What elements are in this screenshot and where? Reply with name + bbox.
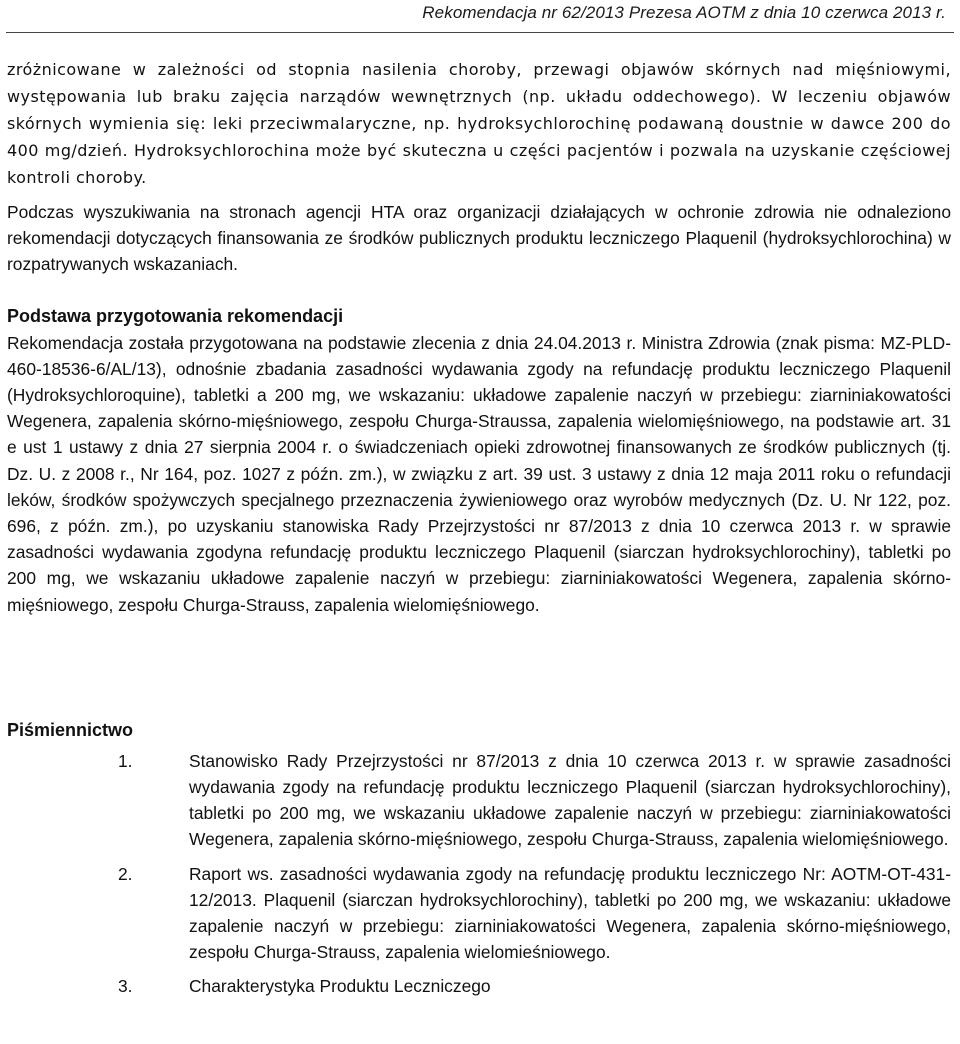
header-rule [6,32,954,33]
bibliography-item-text: Raport ws. zasadności wydawania zgody na refundację produktu leczniczego Nr: AOTM-OT-431-12/2013. Plaquenil (siarczan hydroksychlorochiny), tabletki po 200 mg, we wskazaniu: układowe zapalenie naczyń w przebiegu: ziarniniakowatości Wegenera, zapalenia skórno-mięśniowego, zespołu Churga-Strauss, zapalenia wielomieśniowego. [189,863,951,963]
bibliography-item-text: Charakterystyka Produktu Leczniczego [189,976,491,997]
bibliography-item [7,748,951,853]
bibliography-item [7,861,951,966]
bibliography-heading: Piśmiennictwo [7,719,134,740]
hta-search-paragraph: Podczas wyszukiwania na stronach agencji HTA oraz organizacji działających w ochronie zdrowia nie odnaleziono rekomendacji dotyczących finansowania ze środków publicznych produktu leczniczego Plaquenil (hydroksychlorochina) w rozpatrywanych wskazaniach. [7,202,951,275]
basis-section-heading: Podstawa przygotowania rekomendacji [7,305,344,326]
bibliography-item-number: 3. [118,976,133,997]
document-body [7,56,951,1008]
bibliography-item-text: Stanowisko Rady Przejrzystości nr 87/2013 z dnia 10 czerwca 2013 r. w sprawie zasadności wydawania zgody na refundację produktu leczniczego Plaquenil (siarczan hydroksychlorochiny), tabletki po 200 mg, we wskazaniu układowe zapalenie naczyń w przebiegu: ziarniniakowatości Wegenera, zapalenia skórno-mięśniowego, zespołu Churga-Strauss, zapalenia wielomięśniowego. [189,750,951,850]
bibliography-list [7,748,951,1000]
intro-paragraph: zróżnicowane w zależności od stopnia nasilenia choroby, przewagi objawów skórnych nad mięśniowymi, występowania lub braku zajęcia narządów wewnętrznych (np. układu oddechowego). W leczeniu objawów skórnych wymienia się: leki przeciwmalaryczne, np. hydroksychlorochinę podawaną doustnie w dawce 200 do 400 mg/dzień. Hydroksychlorochina może być skuteczna u części pacjentów i pozwala na uzyskanie częściowej kontroli choroby. [7,60,951,187]
bibliography-item-number: 2. [118,863,133,884]
bibliography-item-number: 1. [118,750,133,771]
bibliography-item [7,973,951,999]
basis-section-paragraph: Rekomendacja została przygotowana na podstawie zlecenia z dnia 24.04.2013 r. Ministra Zdrowia (znak pisma: MZ-PLD-460-18536-6/AL/13), odnośnie zbadania zasadności wydawania zgody na refundację produktu leczniczego Plaquenil (Hydroksychloroquine), tabletki a 200 mg, we wskazaniu: układowe zapalenie naczyń w przebiegu: ziarniniakowatości Wegenera, zapalenia skórno-mięśniowego, zespołu Churga-Straussa, zapalenia wielomięśniowego, na podstawie art. 31 e ust 1 ustawy z dnia 27 sierpnia 2004 r. o świadczeniach opieki zdrowotnej finansowanych ze środków publicznych (tj. Dz. U. z 2008 r., Nr 164, poz. 1027 z późn. zm.), w związku z art. 39 ust. 3 ustawy z dnia 12 maja 2011 roku o refundacji leków, środków spożywczych specjalnego przeznaczenia żywieniowego oraz wyrobów medycznych (Dz. U. Nr 122, poz. 696, z późn. zm.), po uzyskaniu stanowiska Rady Przejrzystości nr 87/2013 z dnia 10 czerwca 2013 r. w sprawie zasadności wydawania zgodyna refundację produktu leczniczego Plaquenil (siarczan hydroksychlorochiny), tabletki po 200 mg, we wskazaniu układowe zapalenie naczyń w przebiegu: ziarniniakowatości Wegenera, zapalenia skórno-mięśniowego, zespołu Churga-Strauss, zapalenia wielomięśniowego. [7,332,951,615]
running-header: Rekomendacja nr 62/2013 Prezesa AOTM z dnia 10 czerwca 2013 r. [422,3,946,22]
